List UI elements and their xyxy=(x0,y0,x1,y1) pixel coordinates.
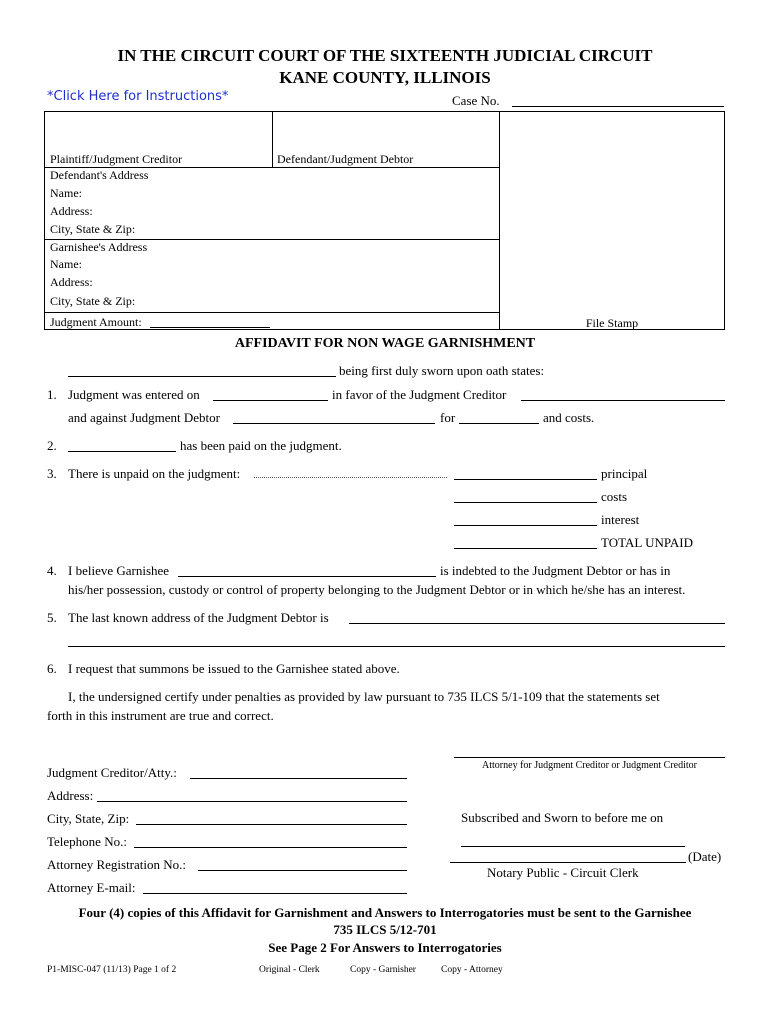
court-title: IN THE CIRCUIT COURT OF THE SIXTEENTH JUDICIAL CIRCUIT xyxy=(117,46,653,65)
costs-label: costs xyxy=(601,489,627,504)
garnishee-input[interactable] xyxy=(178,562,436,577)
garnishee-name-label: Name: xyxy=(50,257,82,271)
costs-input[interactable] xyxy=(454,488,597,503)
interest-label: interest xyxy=(601,512,640,527)
affidavit-title: AFFIDAVIT FOR NON WAGE GARNISHMENT xyxy=(234,336,536,351)
principal-label: principal xyxy=(601,466,648,481)
notary-label: Notary Public - Circuit Clerk xyxy=(487,865,639,880)
interest-input[interactable] xyxy=(454,511,597,526)
file-stamp-label: File Stamp xyxy=(585,316,639,330)
form-id: P1-MISC-047 (11/13) Page 1 of 2 xyxy=(47,965,177,975)
defendant-input[interactable] xyxy=(276,118,494,148)
item1-number: 1. xyxy=(47,387,57,402)
principal-input[interactable] xyxy=(454,465,597,480)
debtor-address-input[interactable] xyxy=(349,609,725,624)
judgment-amount-for-input[interactable] xyxy=(459,409,539,424)
certification-line1: I, the undersigned certify under penalties as provided by law pursuant to 735 ILCS 5/1-109 that the statements set xyxy=(68,689,660,704)
item6-text: I request that summons be issued to the Garnishee stated above. xyxy=(68,661,400,676)
subscribed-date-input[interactable] xyxy=(461,832,685,847)
defendant-city-input[interactable] xyxy=(150,221,490,235)
notary-signature-line[interactable] xyxy=(450,862,686,863)
creditor-attorney-label: Judgment Creditor/Atty.: xyxy=(47,765,177,780)
garnishee-name-input[interactable] xyxy=(90,256,490,270)
address-label: Address: xyxy=(47,788,94,803)
defendant-street-label: Address: xyxy=(50,204,93,218)
defendant-name-label: Name: xyxy=(50,186,82,200)
item4-text-c: his/her possession, custody or control of property belonging to the Judgment Debtor or in which he/she has an interest. xyxy=(68,582,686,597)
item2-number: 2. xyxy=(47,438,57,453)
registration-input[interactable] xyxy=(198,856,407,871)
garnishee-street-label: Address: xyxy=(50,275,93,289)
page2-notice: See Page 2 For Answers to Interrogatories xyxy=(268,940,502,955)
certification-line2: forth in this instrument are true and correct. xyxy=(47,708,274,723)
sworn-text: being first duly sworn upon oath states: xyxy=(339,363,545,378)
copy-garnisher: Copy - Garnisher xyxy=(350,965,416,975)
creditor-attorney-input[interactable] xyxy=(190,764,407,779)
attorney-signature-line[interactable] xyxy=(454,757,725,758)
judgment-amount-label: Judgment Amount: xyxy=(50,315,142,329)
item3-number: 3. xyxy=(47,466,57,481)
subscribed-text: Subscribed and Sworn to before me on xyxy=(461,810,664,825)
garnishee-street-input[interactable] xyxy=(100,274,490,288)
defendant-street-input[interactable] xyxy=(100,203,490,217)
judgment-date-input[interactable] xyxy=(213,386,328,401)
case-no-input[interactable] xyxy=(512,92,724,107)
item4-text-a: I believe Garnishee xyxy=(68,563,170,578)
county-title: KANE COUNTY, ILLINOIS xyxy=(279,68,491,87)
telephone-input[interactable] xyxy=(134,833,407,848)
item5-number: 5. xyxy=(47,610,57,625)
email-label: Attorney E-mail: xyxy=(47,880,136,895)
defendant-label: Defendant/Judgment Debtor xyxy=(277,152,414,166)
item1-text-d: for xyxy=(440,410,456,425)
amount-paid-input[interactable] xyxy=(68,437,176,452)
plaintiff-label: Plaintiff/Judgment Creditor xyxy=(50,152,183,166)
item3-text: There is unpaid on the judgment: xyxy=(68,466,241,481)
email-input[interactable] xyxy=(143,879,407,894)
judgment-creditor-input[interactable] xyxy=(521,386,725,401)
statute-notice: 735 ILCS 5/12-701 xyxy=(333,922,437,937)
instructions-link[interactable]: *Click Here for Instructions* xyxy=(47,89,229,104)
item1-text-e: and costs. xyxy=(543,410,595,425)
affiant-name-input[interactable] xyxy=(68,362,336,377)
copy-attorney: Copy - Attorney xyxy=(441,965,503,975)
judgment-amount-input[interactable] xyxy=(150,313,270,328)
item2-text: has been paid on the judgment. xyxy=(180,438,342,453)
defendant-address-label: Defendant's Address xyxy=(50,168,149,182)
copies-notice: Four (4) copies of this Affidavit for Garnishment and Answers to Interrogatories must be sent to the Garnishee xyxy=(78,905,692,920)
original-clerk: Original - Clerk xyxy=(259,965,320,975)
item4-number: 4. xyxy=(47,563,57,578)
total-unpaid-label: TOTAL UNPAID xyxy=(601,535,694,550)
defendant-city-label: City, State & Zip: xyxy=(50,222,136,236)
defendant-name-input[interactable] xyxy=(90,185,490,199)
item6-number: 6. xyxy=(47,661,57,676)
garnishee-city-input[interactable] xyxy=(150,293,490,307)
total-unpaid-input[interactable] xyxy=(454,534,597,549)
case-no-label: Case No. xyxy=(452,93,500,108)
item5-text: The last known address of the Judgment Debtor is xyxy=(68,610,329,625)
item1-text-a: Judgment was entered on xyxy=(68,387,200,402)
attorney-signature-caption: Attorney for Judgment Creditor or Judgment Creditor xyxy=(482,760,697,771)
date-label: (Date) xyxy=(688,849,722,864)
city-state-zip-label: City, State, Zip: xyxy=(47,811,130,826)
garnishee-address-label: Garnishee's Address xyxy=(50,240,148,254)
plaintiff-input[interactable] xyxy=(48,118,268,148)
address-input[interactable] xyxy=(97,787,407,802)
item1-text-c: and against Judgment Debtor xyxy=(68,410,220,425)
city-state-zip-input[interactable] xyxy=(136,810,407,825)
garnishee-city-label: City, State & Zip: xyxy=(50,294,136,308)
telephone-label: Telephone No.: xyxy=(47,834,127,849)
registration-label: Attorney Registration No.: xyxy=(47,857,187,872)
item1-text-b: in favor of the Judgment Creditor xyxy=(332,387,507,402)
item4-text-b: is indebted to the Judgment Debtor or has in xyxy=(440,563,671,578)
judgment-debtor-input[interactable] xyxy=(233,409,435,424)
debtor-address-line2-input[interactable] xyxy=(68,632,725,647)
